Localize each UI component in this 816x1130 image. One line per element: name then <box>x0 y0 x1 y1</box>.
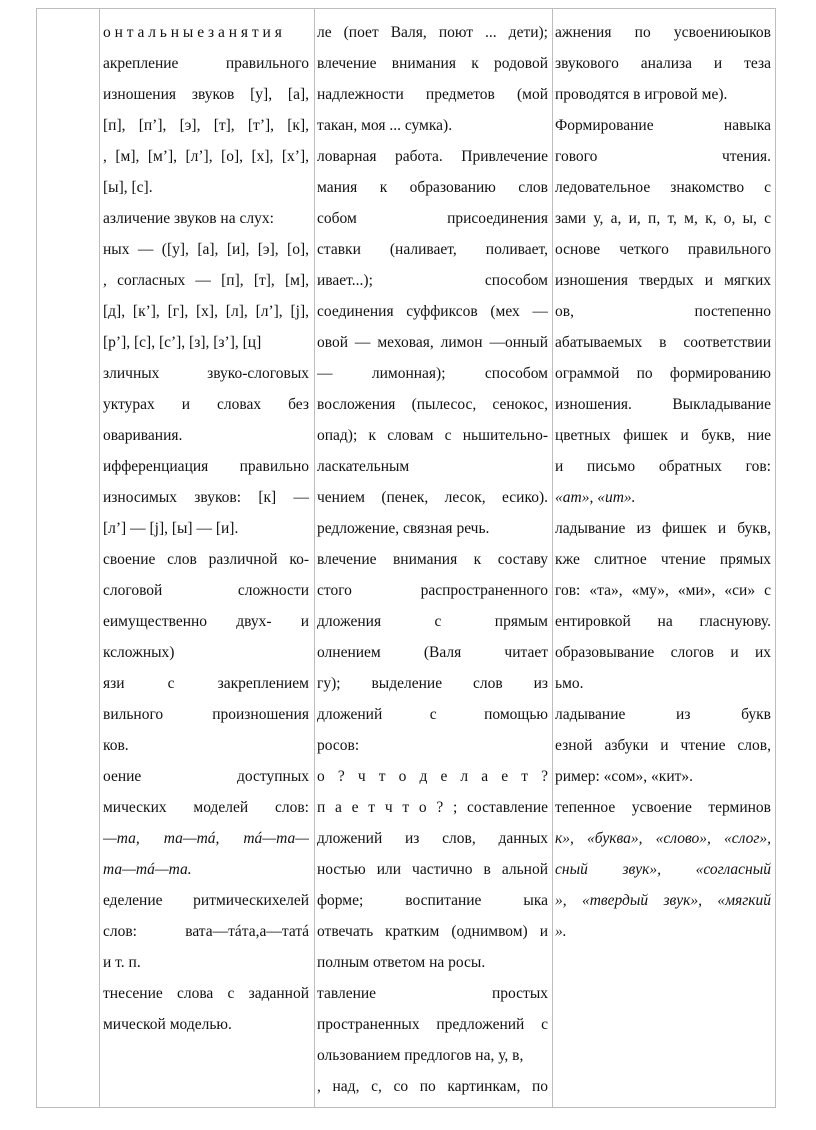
text-line: полным ответом на росы. <box>317 954 486 971</box>
text-line: Формирование навыка <box>555 117 771 134</box>
text-line: дложений с помощью <box>317 706 548 723</box>
text-line: кже слитное чтение прямых <box>555 551 771 568</box>
text-line: и письмо обратных гов: <box>555 458 771 475</box>
text-line: проводятся в игровой ме). <box>555 86 728 103</box>
text-line: своение слов различной ко- <box>103 551 309 568</box>
text-line: ользованием предлогов на, у, в, <box>317 1047 524 1064</box>
text-line: ласкательным <box>317 458 410 475</box>
text-line: ифференциация правильно <box>103 458 309 475</box>
text-line: [д], [к’], [г], [х], [л], [л’], [j], <box>103 303 309 320</box>
text-line: опад); к словам с ньшительно- <box>317 427 548 444</box>
text-line: ентировкой на гласнуюву. <box>555 613 771 630</box>
text-line: оваривания. <box>103 427 183 444</box>
text-line: пространенных предложений с <box>317 1016 548 1033</box>
text-line: язи с закреплением <box>103 675 309 692</box>
text-line: цветных фишек и букв, ние <box>555 427 771 444</box>
text-line: мической моделью. <box>103 1016 232 1033</box>
text-line: —та, та—тá, тá—та— <box>103 830 309 847</box>
text-line: дложения с прямым <box>317 613 548 630</box>
text-line: изношения звуков [у], [а], <box>103 86 309 103</box>
text-line: такан, моя ... сумка). <box>317 117 453 134</box>
text-line: ограммой по формированию <box>555 365 771 382</box>
text-line: ример: «сом», «кит». <box>555 768 694 785</box>
text-line: , [м], [м’], [л’], [о], [х], [х’], <box>103 148 309 165</box>
text-line: ладывание из букв <box>555 706 771 723</box>
text-line: восложения (пылесос, сенокос, <box>317 396 548 413</box>
text-line: «ат», «ит». <box>555 489 636 506</box>
text-line: соединения суффиксов (мех — <box>317 303 548 320</box>
text-line: та—тá—та. <box>103 861 192 878</box>
text-line: зличных звуко-слоговых <box>103 365 309 382</box>
text-line: стого распространенного <box>317 582 548 599</box>
text-line: ков. <box>103 737 129 754</box>
text-line: слов: вата—тáта,а—татá <box>103 923 309 940</box>
text-line: основе четкого правильного <box>555 241 771 258</box>
text-line: образовывание слогов и их <box>555 644 771 661</box>
text-line: чением (пенек, лесок, есико). <box>317 489 548 506</box>
text-line: сный звук», «согласный <box>555 861 771 878</box>
text-line: форме; воспитание ыка <box>317 892 548 909</box>
text-line: ». <box>555 923 567 940</box>
text-line: о н т а л ь н ы е з а н я т и я <box>103 24 282 41</box>
text-line: влечение внимания к составу <box>317 551 548 568</box>
column-vocabulary <box>317 17 548 1102</box>
text-line: азличение звуков на слух: <box>103 210 274 227</box>
text-line: , над, с, со по картинкам, по <box>317 1078 548 1095</box>
column-divider-2 <box>314 9 315 1107</box>
text-line: к», «буква», «слово», «слог», <box>555 830 771 847</box>
text-line: мических моделей слов: <box>103 799 309 816</box>
text-line: овой — меховая, лимон —онный <box>317 334 548 351</box>
text-line: оение доступных <box>103 768 309 785</box>
text-line: гов: «та», «му», «ми», «си» с <box>555 582 771 599</box>
text-line: [р’], [с], [с’], [з], [з’], [ц] <box>103 334 262 351</box>
text-line: еделение ритмическихелей <box>103 892 309 909</box>
text-line: [п], [п’], [э], [т], [т’], [к], <box>103 117 309 134</box>
text-line: ивает...); способом <box>317 272 548 289</box>
text-line: ных — ([у], [а], [и], [э], [о], <box>103 241 309 258</box>
text-line: износимых звуков: [к] — <box>103 489 309 506</box>
text-line: росов: <box>317 737 360 754</box>
text-line: ловарная работа. Привлечение <box>317 148 548 165</box>
text-line: гу); выделение слов из <box>317 675 548 692</box>
text-line: акрепление правильного <box>103 55 309 72</box>
text-line: ностью или частично в альной <box>317 861 548 878</box>
column-divider-1 <box>99 9 100 1107</box>
text-line: тепенное усвоение терминов <box>555 799 771 816</box>
text-line: редложение, связная речь. <box>317 520 490 537</box>
column-divider-3 <box>552 9 553 1107</box>
text-line: [ы], [с]. <box>103 179 153 196</box>
text-line: ов, постепенно <box>555 303 771 320</box>
text-line: — лимонная); способом <box>317 365 548 382</box>
text-line: ьмо. <box>555 675 584 692</box>
text-line: надлежности предметов (мой <box>317 86 548 103</box>
text-line: отвечать кратким (однимвом) и <box>317 923 548 940</box>
text-line: вильного произношения <box>103 706 309 723</box>
text-line: абатываемых в соответствии <box>555 334 771 351</box>
text-line: уктурах и словах без <box>103 396 309 413</box>
text-line: мания к образованию слов <box>317 179 548 196</box>
text-line: собом присоединения <box>317 210 548 227</box>
text-line: и т. п. <box>103 954 141 971</box>
text-line: зами у, а, и, п, т, м, к, о, ы, с <box>555 210 771 227</box>
text-line: ле (поет Валя, поют ... дети); <box>317 24 548 41</box>
text-line: гового чтения. <box>555 148 771 165</box>
text-line: еимущественно двух- и <box>103 613 309 630</box>
text-line: », «твердый звук», «мягкий <box>555 892 771 909</box>
text-line: влечение внимания к родовой <box>317 55 548 72</box>
text-line: олнением (Валя читает <box>317 644 548 661</box>
text-line: ладывание из фишек и букв, <box>555 520 771 537</box>
text-line: изношения твердых и мягких <box>555 272 771 289</box>
text-line: звукового анализа и теза <box>555 55 771 72</box>
content-table <box>36 8 776 1108</box>
text-line: ледовательное знакомство с <box>555 179 771 196</box>
column-sounds <box>103 17 309 1040</box>
text-line: [л’] — [j], [ы] — [и]. <box>103 520 239 537</box>
column-reading <box>555 17 771 947</box>
text-line: , согласных — [п], [т], [м], <box>103 272 309 289</box>
text-line: ажнения по усвоениюыков <box>555 24 771 41</box>
text-line: изношения. Выкладывание <box>555 396 771 413</box>
text-line: езной азбуки и чтение слов, <box>555 737 771 754</box>
text-line: ксложных) <box>103 644 175 661</box>
text-line: тнесение слова с заданной <box>103 985 309 1002</box>
text-line: о ? ч т о д е л а е т ? <box>317 768 548 785</box>
text-line: тавление простых <box>317 985 548 1002</box>
text-line: п а е т ч т о ? ; составление <box>317 799 548 816</box>
text-line: слоговой сложности <box>103 582 309 599</box>
text-line: ставки (наливает, поливает, <box>317 241 548 258</box>
text-line: дложений из слов, данных <box>317 830 548 847</box>
